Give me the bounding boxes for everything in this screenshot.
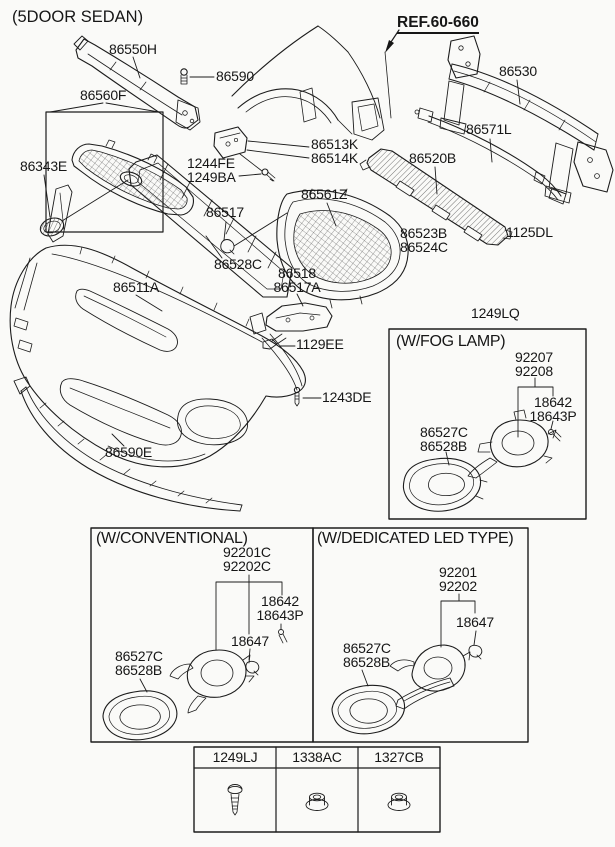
fastener-col-1249lj: 1249LJ xyxy=(212,749,258,765)
callout-cover-86524c: 86524C xyxy=(400,238,448,255)
callout-cowl-top-cover: 86550H xyxy=(109,41,157,57)
fog-lamp-numbers xyxy=(515,351,553,378)
page-title: (5DOOR SEDAN) xyxy=(12,8,144,26)
callout-bumper-brackets xyxy=(269,267,325,294)
callout-bracket-86517a: 86517A xyxy=(273,278,321,295)
callout-lower-lip: 86590E xyxy=(105,444,153,460)
callout-upper-grille: 86561Z xyxy=(301,186,348,202)
bumper-beam-86530-art xyxy=(440,36,613,203)
callout-bolt-86590: 86590 xyxy=(216,68,254,84)
callout-fog-bezel-86527c: 86527C xyxy=(420,424,468,440)
fastener-col-1327cb: 1327CB xyxy=(374,749,424,765)
callout-bolt-1129ee: 1129EE xyxy=(296,336,344,352)
fog-box-title: (W/FOG LAMP) xyxy=(396,333,506,350)
conventional-box-title: (W/CONVENTIONAL) xyxy=(96,530,248,547)
fender-body-art xyxy=(232,26,391,140)
fog-lamp-box-art xyxy=(389,329,586,519)
callout-screw-1249ba: 1249BA xyxy=(187,168,236,185)
callout-clip-86517: 86517 xyxy=(206,204,244,220)
callout-led-bezel-86528b: 86528B xyxy=(343,653,391,670)
callout-led-clip-18647: 18647 xyxy=(456,614,494,630)
led-box-title: (W/DEDICATED LED TYPE) xyxy=(317,530,514,547)
fog-screw-numbers xyxy=(525,396,581,423)
callout-fog-screw-18643p: 18643P xyxy=(529,407,577,424)
callout-conv-lamp-92201c: 92201C xyxy=(223,544,271,560)
callout-emblem: 86343E xyxy=(20,158,68,174)
callout-conv-bezel-86528b: 86528B xyxy=(115,661,163,678)
callout-conv-lamp-92202c: 92202C xyxy=(223,557,271,574)
callout-bumper-cover: 86511A xyxy=(113,279,160,295)
fog-bezel-numbers xyxy=(420,426,468,453)
callout-energy-absorber: 86520B xyxy=(409,150,457,166)
callout-side-brackets xyxy=(311,138,358,165)
callout-screw-1243de: 1243DE xyxy=(322,389,372,405)
callout-beam-tube: 86571L xyxy=(466,121,512,137)
callout-lower-grille: 86528C xyxy=(214,256,262,272)
callout-led-lamp-92202: 92202 xyxy=(439,577,477,594)
callout-bracket-86513k: 86513K xyxy=(311,136,359,152)
callout-grille-screws xyxy=(187,157,236,184)
led-lamp-numbers xyxy=(439,566,477,593)
callout-fog-lamp-92208: 92208 xyxy=(515,362,553,379)
bolt-86590-art xyxy=(181,69,214,84)
callout-fog-lamp-92207: 92207 xyxy=(515,349,553,365)
callout-screw-1249lq: 1249LQ xyxy=(471,305,520,321)
callout-conv-screw-18642: 18642 xyxy=(261,593,299,609)
screw-icon xyxy=(228,785,242,816)
callout-fog-screw-18642: 18642 xyxy=(534,394,572,410)
callout-bumper-beam: 86530 xyxy=(499,63,537,79)
callout-cover-86523b: 86523B xyxy=(400,225,448,241)
callout-bracket-86514k: 86514K xyxy=(311,149,359,166)
nut-icon xyxy=(388,793,410,810)
callout-radiator-grille: 86560F xyxy=(80,87,127,103)
conventional-box-art xyxy=(91,528,313,742)
callout-led-bezel-86527c: 86527C xyxy=(343,640,391,656)
led-bezel-numbers xyxy=(343,642,391,669)
callout-fog-covers xyxy=(400,227,448,254)
bracket-86518-art xyxy=(250,294,332,334)
screw-1244fe-art xyxy=(239,169,275,181)
fastener-col-1338ac: 1338AC xyxy=(292,749,342,765)
callout-conv-clip-18647: 18647 xyxy=(231,633,269,649)
callout-fog-bezel-86528b: 86528B xyxy=(420,437,468,454)
screw-1243de-art xyxy=(294,387,321,406)
nut-icon xyxy=(306,793,328,810)
callout-bolt-1125dl: 1125DL xyxy=(506,224,553,240)
led-box-art xyxy=(313,528,528,742)
callout-screw-1244fe: 1244FE xyxy=(187,155,235,171)
callout-conv-bezel-86527c: 86527C xyxy=(115,648,163,664)
callout-led-lamp-92201: 92201 xyxy=(439,564,477,580)
callout-bracket-86518: 86518 xyxy=(278,265,316,281)
ref-link-label: REF.60-660 xyxy=(397,14,479,34)
conv-screw-numbers xyxy=(254,595,306,622)
callout-conv-screw-18643p: 18643P xyxy=(256,606,304,623)
conv-bezel-numbers xyxy=(115,650,163,677)
conv-lamp-numbers xyxy=(223,546,271,573)
